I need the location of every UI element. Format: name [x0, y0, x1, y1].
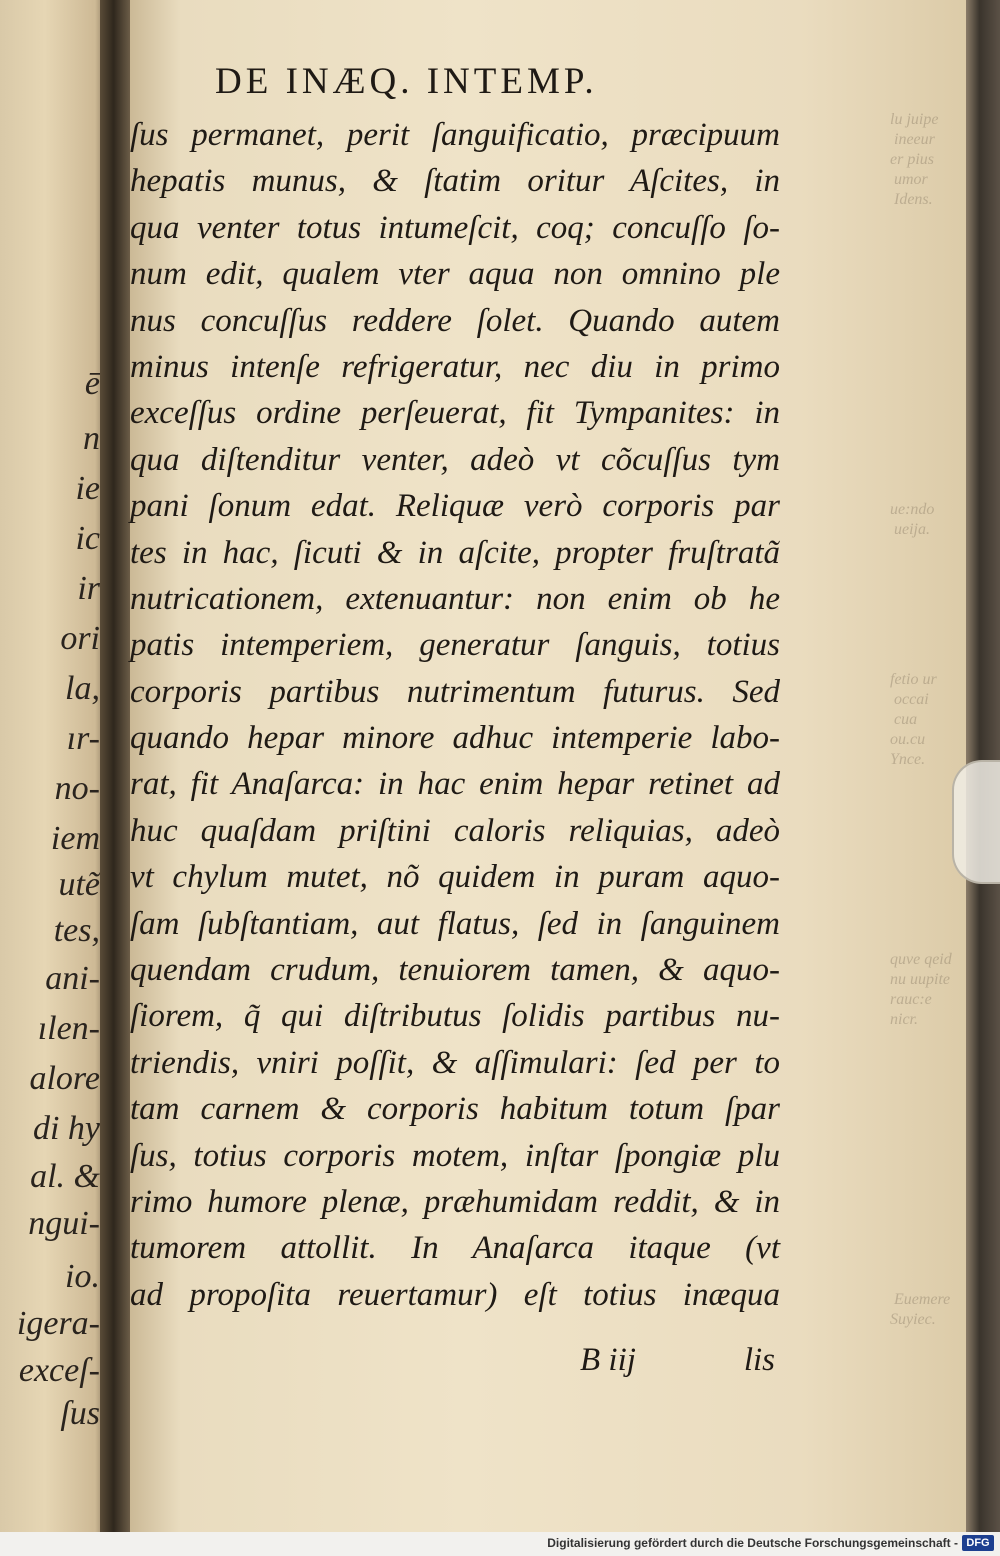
- text-line: quando hepar minore adhuc intemperie labo-: [130, 720, 780, 757]
- verso-line-fragment: exceſ-: [18, 1352, 100, 1389]
- text-line: tumorem attollit. In Anaſarca itaque (vt: [130, 1230, 780, 1267]
- verso-line-fragment: alore: [29, 1060, 100, 1097]
- text-line: rimo humore plenæ, præhumidam reddit, & in: [130, 1183, 780, 1220]
- footer-credit: Digitalisierung gefördert durch die Deutsche Forschungsgemeinschaft -: [547, 1536, 958, 1550]
- text-line: qua diſtenditur venter, adeò vt cõcuſſus tym: [130, 441, 780, 478]
- text-line: tam carnem & corporis habitum totum ſpar: [130, 1091, 780, 1128]
- verso-line-fragment: ngui-: [28, 1205, 100, 1242]
- verso-line-fragment: ic: [75, 520, 100, 557]
- text-line: ad propoſita reuertamur) eſt totius inæqua: [130, 1276, 780, 1313]
- text-line: nus concuſſus reddere ſolet. Quando autem: [130, 302, 780, 339]
- verso-line-fragment: n: [83, 420, 100, 457]
- signature-mark: B iij: [580, 1342, 636, 1378]
- text-line: huc quaſdam priſtini caloris reliquias, adeò: [130, 812, 780, 849]
- verso-line-fragment: ılen-: [37, 1010, 100, 1047]
- verso-line-fragment: ır-: [66, 720, 100, 757]
- text-line: corporis partibus nutrimentum futurus. Sed: [130, 673, 780, 710]
- verso-line-fragment: la,: [65, 670, 100, 707]
- text-line: triendis, vniri poſſit, & aſſimulari: ſed per to: [130, 1044, 780, 1081]
- verso-line-fragment: ie: [75, 470, 100, 507]
- running-head: DE INÆQ. INTEMP.: [215, 61, 598, 102]
- verso-line-fragment: iem: [50, 820, 100, 857]
- text-line: minus intenſe refrigeratur, nec diu in primo: [130, 348, 780, 385]
- dfg-logo-icon: DFG: [962, 1535, 994, 1551]
- text-line: tes in hac, ſicuti & in aſcite, propter fruſtratã: [130, 534, 780, 571]
- verso-line-fragment: al. &: [30, 1158, 100, 1195]
- text-line: quendam crudum, tenuiorem tamen, & aquo-: [130, 952, 780, 989]
- text-line: ſiorem, q̃ qui diſtributus ſolidis partibus nu-: [130, 998, 780, 1035]
- verso-line-fragment: ori: [60, 620, 100, 657]
- text-line: hepatis munus, & ſtatim oritur Aſcites, in: [130, 163, 780, 200]
- catchword: lis: [743, 1342, 775, 1378]
- text-line: ſus permanet, perit ſanguificatio, præcipuum: [130, 117, 780, 153]
- text-line: vt chylum mutet, nõ quidem in puram aquo-: [130, 859, 780, 896]
- text-line: rat, fit Anaſarca: in hac enim hepar retinet ad: [130, 766, 780, 803]
- text-line: nutricationem, extenuantur: non enim ob he: [130, 580, 780, 617]
- verso-line-fragment: no-: [54, 770, 100, 807]
- verso-line-fragment: igera-: [16, 1305, 100, 1342]
- text-line: pani ſonum edat. Reliquæ verò corporis par: [130, 488, 780, 525]
- body-text: [130, 112, 780, 1318]
- footer: [0, 1532, 1000, 1556]
- text-line: ſus, totius corporis motem, inſtar ſpongiæ plu: [130, 1137, 780, 1174]
- verso-line-fragment: ani-: [45, 960, 100, 997]
- left-facing-page: [0, 0, 112, 1532]
- bookmark-tab: [952, 760, 1000, 884]
- verso-line-fragment: tes,: [53, 912, 100, 949]
- show-through-text: lu juipe ineeur er pius umor Idens. ue:ndo ueija. fetio ur occai cua ou.cu Ynce. quve qeid nu uupite rauc:e nicr. Euemere Suyiec.: [890, 111, 952, 1328]
- verso-line-fragment: ir: [77, 570, 100, 607]
- text-line: ſam ſubſtantiam, aut flatus, ſed in ſanguinem: [130, 905, 780, 942]
- verso-line-fragment: ſus: [60, 1395, 100, 1432]
- text-line: exceſſus ordine perſeuerat, fit Tympanites: in: [130, 395, 780, 432]
- book-gutter: [100, 0, 134, 1532]
- verso-line-fragment: di hy: [32, 1110, 100, 1147]
- text-line: num edit, qualem vter aqua non omnino ple: [130, 256, 780, 293]
- verso-line-fragment: utẽ: [58, 866, 100, 903]
- text-line: qua venter totus intumeſcit, coq; concuſſo ſo-: [130, 209, 780, 246]
- text-line: patis intemperiem, generatur ſanguis, totius: [130, 627, 780, 664]
- verso-line-fragment: ē: [84, 365, 100, 402]
- verso-line-fragment: io.: [65, 1258, 100, 1295]
